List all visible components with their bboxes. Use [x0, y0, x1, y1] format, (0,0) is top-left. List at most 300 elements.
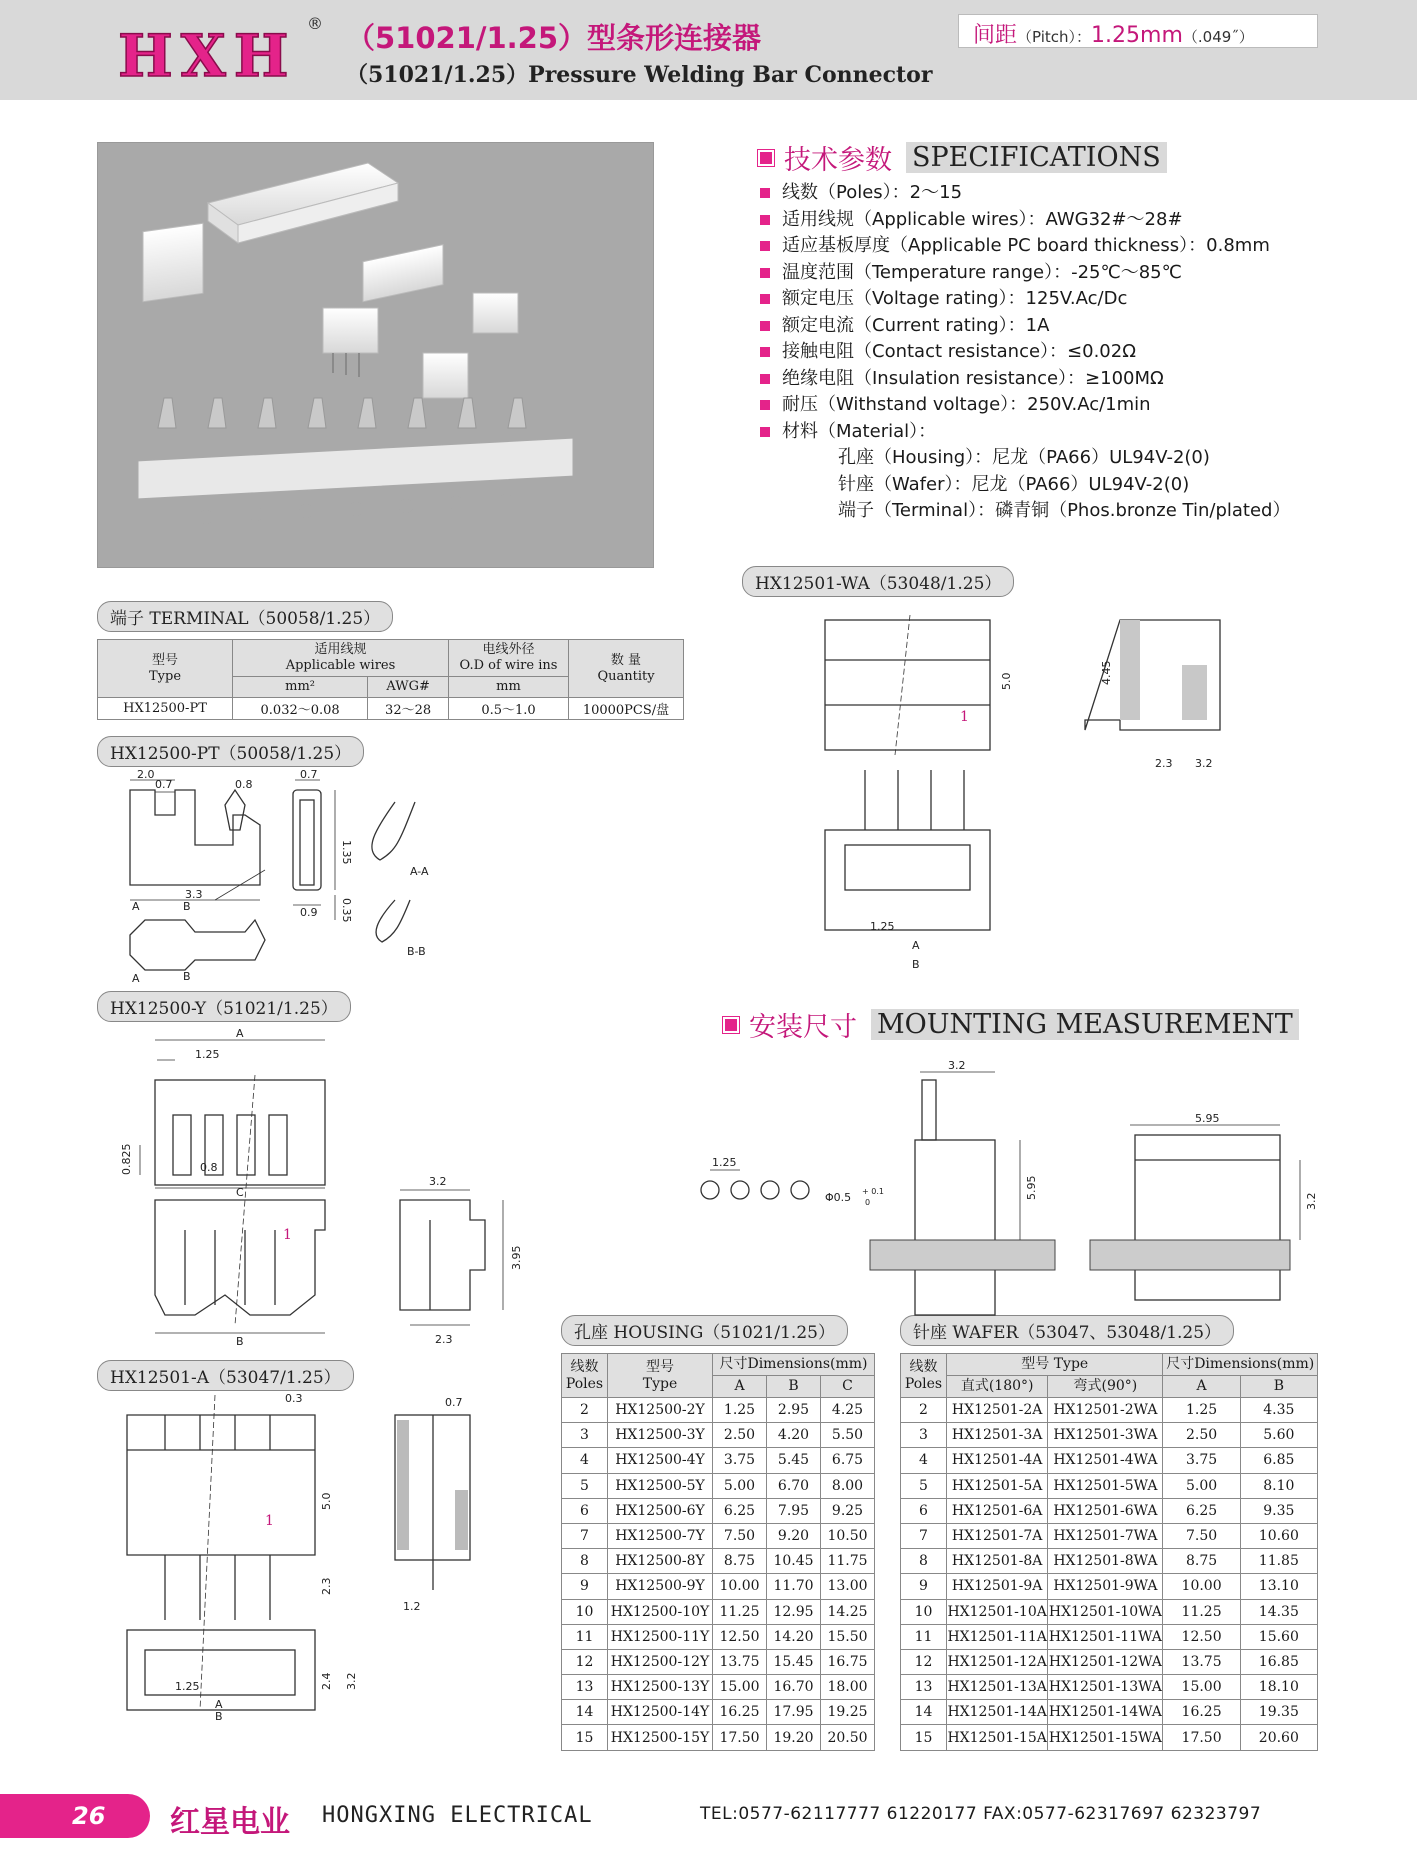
table-cell: 2: [901, 1398, 947, 1423]
spec-item: 接触电阻（Contact resistance）：≤0.02Ω: [760, 339, 1290, 366]
th-dim: 尺寸Dimensions(mm): [1163, 1354, 1318, 1376]
table-cell: 14.35: [1240, 1599, 1317, 1624]
wa-pitch: 1.25: [870, 920, 895, 933]
table-cell: 7: [562, 1523, 608, 1548]
th-qty: 数 量 Quantity: [569, 640, 684, 698]
table-cell: HX12500-7Y: [608, 1523, 713, 1548]
table-cell: HX12500-9Y: [608, 1574, 713, 1599]
pt-section-bb: B-B: [407, 945, 426, 958]
y-pin1: 1: [283, 1227, 292, 1243]
housing-table: [561, 1353, 875, 1751]
wa-label-b: B: [912, 958, 920, 971]
table-cell: 11.25: [1163, 1599, 1240, 1624]
table-cell: 7.95: [767, 1498, 821, 1523]
bullet-icon: [760, 347, 770, 357]
th-od: 电线外径 O.D of wire ins: [449, 640, 569, 677]
pt-drawing: [115, 770, 445, 985]
mounting-heading: [723, 1005, 1299, 1044]
company-name-cn: 红星电业: [170, 1805, 290, 1840]
table-cell: 5: [901, 1473, 947, 1498]
page-number: 26: [0, 1794, 150, 1838]
table-cell: 13.75: [1163, 1649, 1240, 1674]
table-cell: 9: [901, 1574, 947, 1599]
table-cell: 9: [562, 1574, 608, 1599]
pitch-value: 1.25mm: [1091, 23, 1183, 48]
mount-title-en: MOUNTING MEASUREMENT: [871, 1009, 1299, 1040]
wafer-table-body: [901, 1398, 1318, 1751]
product-photo-illustration: [98, 143, 655, 569]
table-cell: 10.45: [767, 1549, 821, 1574]
table-cell: 20.60: [1240, 1725, 1317, 1750]
table-cell: 8.75: [713, 1549, 767, 1574]
table-cell: 17.50: [713, 1725, 767, 1750]
table-cell: 16.75: [821, 1649, 875, 1674]
table-cell: 18.00: [821, 1675, 875, 1700]
table-row: [901, 1649, 1318, 1674]
table-cell: HX12501-8A: [947, 1549, 1048, 1574]
mounting-drawing: [690, 1060, 1340, 1300]
table-cell: 8.10: [1240, 1473, 1317, 1498]
spec-item: 材料（Material）：: [760, 419, 1290, 446]
a-h2: 2.4: [320, 1672, 333, 1690]
bullet-icon: [760, 241, 770, 251]
table-cell: HX12500-4Y: [608, 1448, 713, 1473]
table-cell: HX12501-9A: [947, 1574, 1048, 1599]
bullet-icon: [760, 294, 770, 304]
bullet-icon: [760, 188, 770, 198]
spec-item: 线数（Poles）：2～15: [760, 180, 1290, 207]
company-name-en: HONGXING ELECTRICAL: [322, 1803, 593, 1828]
pitch-box: [958, 14, 1318, 48]
table-cell: 5.60: [1240, 1423, 1317, 1448]
table-cell: 11.25: [713, 1599, 767, 1624]
table-cell: 19.35: [1240, 1700, 1317, 1725]
table-cell: 6.70: [767, 1473, 821, 1498]
pt-dim-3: 0.8: [235, 778, 253, 791]
a-pitch: 1.25: [175, 1680, 200, 1693]
table-cell: HX12501-12WA: [1048, 1649, 1163, 1674]
table-row: [901, 1448, 1318, 1473]
table-row: HX12500-PT 0.032～0.08 32～28 0.5～1.0 10000PCS/盘: [98, 698, 684, 720]
table-row: [901, 1700, 1318, 1725]
table-row: [901, 1574, 1318, 1599]
th-type: 型号 Type: [608, 1354, 713, 1398]
table-cell: 7.50: [1163, 1523, 1240, 1548]
table-cell: 6: [901, 1498, 947, 1523]
table-cell: HX12501-14A: [947, 1700, 1048, 1725]
table-cell: 4.20: [767, 1423, 821, 1448]
tag-wa: HX12501-WA（53048/1.25）: [742, 566, 1014, 597]
table-cell: 4: [901, 1448, 947, 1473]
pt-dim-5: 1.35: [340, 840, 353, 865]
pt-label-a: A: [132, 900, 140, 913]
table-row: [562, 1498, 875, 1523]
table-cell: HX12501-3A: [947, 1423, 1048, 1448]
table-cell: HX12501-5A: [947, 1473, 1048, 1498]
a-label-b: B: [215, 1710, 223, 1723]
wa-dim-1: 2.3: [1155, 757, 1173, 770]
pt-dim-6: 3.3: [185, 888, 203, 901]
a-h3: 3.2: [345, 1672, 358, 1690]
table-cell: HX12501-10A: [947, 1599, 1048, 1624]
table-cell: 15.00: [1163, 1675, 1240, 1700]
table-row: [562, 1675, 875, 1700]
table-row: [901, 1624, 1318, 1649]
table-cell: HX12500-8Y: [608, 1549, 713, 1574]
table-cell: 4: [562, 1448, 608, 1473]
table-cell: 13.10: [1240, 1574, 1317, 1599]
table-cell: 5: [562, 1473, 608, 1498]
pitch-label: （Pitch）：: [1017, 28, 1092, 46]
title-english: （51021/1.25）Pressure Welding Bar Connector: [346, 62, 933, 88]
pt-label-b: B: [183, 900, 191, 913]
table-row: [901, 1675, 1318, 1700]
table-row: [562, 1448, 875, 1473]
brand-logo: HXH: [118, 22, 297, 90]
table-cell: 11: [562, 1624, 608, 1649]
table-cell: 15.50: [821, 1624, 875, 1649]
table-row: [901, 1423, 1318, 1448]
table-cell: HX12501-11WA: [1048, 1624, 1163, 1649]
wa-dim-h2: 4.45: [1100, 660, 1113, 685]
table-cell: 2.50: [1163, 1423, 1240, 1448]
spec-item: 适应基板厚度（Applicable PC board thickness）：0.8mm: [760, 233, 1290, 260]
table-cell: 5.00: [713, 1473, 767, 1498]
table-cell: 11.85: [1240, 1549, 1317, 1574]
table-row: [562, 1549, 875, 1574]
spec-item: 温度范围（Temperature range）：-25℃～85℃: [760, 260, 1290, 287]
table-row: [562, 1398, 875, 1423]
table-cell: HX12501-13WA: [1048, 1675, 1163, 1700]
table-cell: 6: [562, 1498, 608, 1523]
table-cell: 5.50: [821, 1423, 875, 1448]
table-cell: HX12500-6Y: [608, 1498, 713, 1523]
spec-item: 耐压（Withstand voltage）：250V.Ac/1min: [760, 392, 1290, 419]
y-dim-c: C: [236, 1186, 244, 1199]
table-cell: 10.60: [1240, 1523, 1317, 1548]
table-cell: 8.75: [1163, 1549, 1240, 1574]
table-row: [901, 1599, 1318, 1624]
mount-h: 5.95: [1025, 1175, 1038, 1200]
th-type: 型号 Type: [98, 640, 233, 698]
mount-title-cn: 安装尺寸: [749, 1012, 857, 1043]
table-cell: 12.50: [713, 1624, 767, 1649]
page-header: [0, 0, 1417, 100]
table-cell: 2.95: [767, 1398, 821, 1423]
table-row: [562, 1423, 875, 1448]
table-cell: 9.20: [767, 1523, 821, 1548]
table-cell: 15.45: [767, 1649, 821, 1674]
table-cell: 7: [901, 1523, 947, 1548]
bullet-icon: [760, 427, 770, 437]
spec-title-cn: 技术参数: [784, 145, 892, 176]
table-cell: 3.75: [1163, 1448, 1240, 1473]
table-cell: 11.75: [821, 1549, 875, 1574]
table-cell: HX12501-11A: [947, 1624, 1048, 1649]
table-cell: HX12501-4WA: [1048, 1448, 1163, 1473]
table-cell: 18.10: [1240, 1675, 1317, 1700]
table-cell: 20.50: [821, 1725, 875, 1750]
table-cell: HX12500-2Y: [608, 1398, 713, 1423]
pt-label-a2: A: [132, 972, 140, 985]
table-cell: HX12501-15WA: [1048, 1725, 1163, 1750]
bullet-square-icon: [758, 150, 774, 166]
product-photo: [97, 142, 654, 568]
table-cell: 6.85: [1240, 1448, 1317, 1473]
table-cell: 8: [562, 1549, 608, 1574]
table-row: [901, 1523, 1318, 1548]
table-cell: HX12500-15Y: [608, 1725, 713, 1750]
table-cell: HX12501-5WA: [1048, 1473, 1163, 1498]
table-cell: HX12501-7A: [947, 1523, 1048, 1548]
table-cell: 15.00: [713, 1675, 767, 1700]
spec-item: 适用线规（Applicable wires）：AWG32#～28#: [760, 207, 1290, 234]
table-cell: 12.95: [767, 1599, 821, 1624]
a-side: 0.7: [445, 1396, 463, 1409]
table-cell: HX12500-10Y: [608, 1599, 713, 1624]
table-cell: HX12500-12Y: [608, 1649, 713, 1674]
table-cell: HX12500-3Y: [608, 1423, 713, 1448]
tag-housing: 孔座 HOUSING（51021/1.25）: [561, 1315, 848, 1346]
table-cell: 2: [562, 1398, 608, 1423]
a-label-a: A: [215, 1698, 223, 1711]
table-cell: 14.25: [821, 1599, 875, 1624]
table-cell: 9.25: [821, 1498, 875, 1523]
mount-pitch: 1.25: [712, 1156, 737, 1169]
spec-material: 孔座（Housing）：尼龙（PA66）UL94V-2(0): [838, 447, 1210, 468]
table-cell: HX12501-3WA: [1048, 1423, 1163, 1448]
title-chinese: （51021/1.25）型条形连接器: [346, 21, 762, 55]
table-cell: 17.50: [1163, 1725, 1240, 1750]
wa-label-a: A: [912, 939, 920, 952]
table-cell: 16.70: [767, 1675, 821, 1700]
table-cell: 10: [562, 1599, 608, 1624]
table-cell: 6.25: [1163, 1498, 1240, 1523]
y-drawing: [115, 1025, 535, 1355]
table-row: [901, 1498, 1318, 1523]
bullet-icon: [760, 215, 770, 225]
bullet-icon: [760, 374, 770, 384]
tag-wafer: 针座 WAFER（53047、53048/1.25）: [900, 1315, 1234, 1346]
table-cell: HX12501-8WA: [1048, 1549, 1163, 1574]
terminal-table: [97, 639, 684, 720]
table-cell: 6.25: [713, 1498, 767, 1523]
tag-y: HX12500-Y（51021/1.25）: [97, 991, 351, 1022]
table-cell: 3: [901, 1423, 947, 1448]
table-cell: HX12501-6A: [947, 1498, 1048, 1523]
table-cell: 11.70: [767, 1574, 821, 1599]
table-cell: HX12501-12A: [947, 1649, 1048, 1674]
table-cell: 7.50: [713, 1523, 767, 1548]
wa-drawing: [820, 605, 1280, 975]
th-mm: mm: [449, 677, 569, 698]
table-cell: HX12500-11Y: [608, 1624, 713, 1649]
table-cell: 10.00: [713, 1574, 767, 1599]
table-row: [562, 1649, 875, 1674]
table-cell: 19.25: [821, 1700, 875, 1725]
table-cell: 13: [901, 1675, 947, 1700]
y-dim-pitch: 1.25: [195, 1048, 220, 1061]
y-dim-a: A: [236, 1027, 244, 1040]
table-cell: 12: [562, 1649, 608, 1674]
pt-dim-1: 2.0: [137, 768, 155, 781]
th-col-b: B: [767, 1376, 821, 1398]
table-cell: HX12501-14WA: [1048, 1700, 1163, 1725]
table-cell: 11: [901, 1624, 947, 1649]
table-cell: 8.00: [821, 1473, 875, 1498]
table-cell: 4.25: [821, 1398, 875, 1423]
table-row: [562, 1574, 875, 1599]
th-col-a: A: [713, 1376, 767, 1398]
table-cell: 13.75: [713, 1649, 767, 1674]
bullet-square-icon: [723, 1017, 739, 1033]
th-col-b: B: [1240, 1376, 1317, 1398]
table-cell: 12: [901, 1649, 947, 1674]
a-dim-h: 5.0: [320, 1492, 333, 1510]
table-cell: HX12501-2WA: [1048, 1398, 1163, 1423]
table-cell: 13: [562, 1675, 608, 1700]
table-cell: 6.75: [821, 1448, 875, 1473]
th-col-c: C: [821, 1376, 875, 1398]
table-cell: 14: [901, 1700, 947, 1725]
mount-w: 3.2: [948, 1059, 966, 1072]
pt-dim-4: 0.7: [300, 768, 318, 781]
table-row: [562, 1700, 875, 1725]
pt-dim-7: 0.9: [300, 906, 318, 919]
mount-tol-p: + 0.1: [862, 1187, 884, 1196]
table-cell: 1.25: [1163, 1398, 1240, 1423]
th-straight: 直式(180°): [947, 1376, 1048, 1398]
table-cell: 19.20: [767, 1725, 821, 1750]
table-cell: 15: [901, 1725, 947, 1750]
table-cell: 1.25: [713, 1398, 767, 1423]
table-cell: 14.20: [767, 1624, 821, 1649]
table-cell: 3: [562, 1423, 608, 1448]
th-angle: 弯式(90°): [1048, 1376, 1163, 1398]
pt-dim-8: 0.35: [340, 898, 353, 923]
table-cell: 16.25: [1163, 1700, 1240, 1725]
y-side-h: 3.95: [510, 1245, 523, 1270]
a-dim-1: 0.3: [285, 1392, 303, 1405]
spec-title-en: SPECIFICATIONS: [906, 142, 1167, 173]
spec-item: 额定电压（Voltage rating）：125V.Ac/Dc: [760, 286, 1290, 313]
a-dim-3: 2.3: [320, 1577, 333, 1595]
table-cell: HX12501-6WA: [1048, 1498, 1163, 1523]
table-row: [562, 1473, 875, 1498]
table-cell: 8: [901, 1549, 947, 1574]
table-cell: 16.25: [713, 1700, 767, 1725]
table-cell: 16.85: [1240, 1649, 1317, 1674]
housing-table-body: [562, 1398, 875, 1751]
mount-h2: 3.2: [1305, 1192, 1318, 1210]
bullet-icon: [760, 321, 770, 331]
table-cell: 13.00: [821, 1574, 875, 1599]
table-cell: 5.45: [767, 1448, 821, 1473]
spec-item: 额定电流（Current rating）：1A: [760, 313, 1290, 340]
pt-section-aa: A-A: [410, 865, 429, 878]
table-cell: HX12500-5Y: [608, 1473, 713, 1498]
y-dim-w: 0.8: [200, 1161, 218, 1174]
pt-label-b2: B: [183, 970, 191, 983]
mount-hole: Φ0.5: [825, 1191, 852, 1204]
table-cell: 5.00: [1163, 1473, 1240, 1498]
bullet-icon: [760, 268, 770, 278]
table-cell: HX12501-15A: [947, 1725, 1048, 1750]
tag-a: HX12501-A（53047/1.25）: [97, 1360, 354, 1391]
pt-dim-2: 0.7: [155, 778, 173, 791]
wafer-table: [900, 1353, 1318, 1751]
th-dim: 尺寸Dimensions(mm): [713, 1354, 875, 1376]
table-cell: 14: [562, 1700, 608, 1725]
table-cell: 4.35: [1240, 1398, 1317, 1423]
pitch-inch: （.049˝）: [1182, 28, 1254, 46]
table-cell: 12.50: [1163, 1624, 1240, 1649]
wa-dim-2: 3.2: [1195, 757, 1213, 770]
th-poles: 线数 Poles: [562, 1354, 608, 1398]
y-dim-h: 0.825: [120, 1143, 133, 1175]
table-cell: 17.95: [767, 1700, 821, 1725]
th-awg: AWG#: [368, 677, 449, 698]
specifications-heading: [758, 138, 1167, 177]
mount-w2: 5.95: [1195, 1112, 1220, 1125]
y-side-w: 3.2: [429, 1175, 447, 1188]
table-row: [901, 1473, 1318, 1498]
spec-material: 端子（Terminal）：磷青铜（Phos.bronze Tin/plated）: [838, 500, 1291, 521]
table-cell: 15.60: [1240, 1624, 1317, 1649]
spec-item: 绝缘电阻（Insulation resistance）：≥100MΩ: [760, 366, 1290, 393]
bullet-icon: [760, 400, 770, 410]
table-row: [901, 1549, 1318, 1574]
table-row: [562, 1624, 875, 1649]
wa-dim-h: 5.0: [1000, 672, 1013, 690]
table-cell: HX12501-2A: [947, 1398, 1048, 1423]
table-cell: HX12501-13A: [947, 1675, 1048, 1700]
contact-info: TEL:0577-62117777 61220177 FAX:0577-62317697 62323797: [700, 1804, 1262, 1824]
mount-tol-m: 0: [865, 1198, 871, 1207]
table-row: [901, 1725, 1318, 1750]
table-cell: 15: [562, 1725, 608, 1750]
pitch-cn: 间距: [973, 23, 1018, 48]
table-cell: HX12500-13Y: [608, 1675, 713, 1700]
table-cell: HX12500-14Y: [608, 1700, 713, 1725]
table-row: [562, 1523, 875, 1548]
table-cell: HX12501-10WA: [1048, 1599, 1163, 1624]
th-wires: 适用线规 Applicable wires: [233, 640, 449, 677]
wa-pin1: 1: [960, 709, 969, 725]
table-cell: 10: [901, 1599, 947, 1624]
th-type: 型号 Type: [947, 1354, 1163, 1376]
table-row: [562, 1599, 875, 1624]
table-cell: HX12501-7WA: [1048, 1523, 1163, 1548]
table-cell: HX12501-4A: [947, 1448, 1048, 1473]
spec-list: [760, 180, 1290, 525]
table-cell: 2.50: [713, 1423, 767, 1448]
th-col-a: A: [1163, 1376, 1240, 1398]
table-row: [901, 1398, 1318, 1423]
table-cell: 10.50: [821, 1523, 875, 1548]
a-pin: 1.2: [403, 1600, 421, 1613]
table-cell: 3.75: [713, 1448, 767, 1473]
tag-terminal: 端子 TERMINAL（50058/1.25）: [97, 601, 393, 632]
y-dim-b: B: [236, 1335, 244, 1348]
table-cell: 9.35: [1240, 1498, 1317, 1523]
table-row: [562, 1725, 875, 1750]
th-poles: 线数 Poles: [901, 1354, 947, 1398]
th-mm2: mm²: [233, 677, 368, 698]
spec-material: 针座（Wafer）：尼龙（PA66）UL94V-2(0): [838, 473, 1190, 495]
y-side-b: 2.3: [435, 1333, 453, 1346]
table-cell: HX12501-9WA: [1048, 1574, 1163, 1599]
